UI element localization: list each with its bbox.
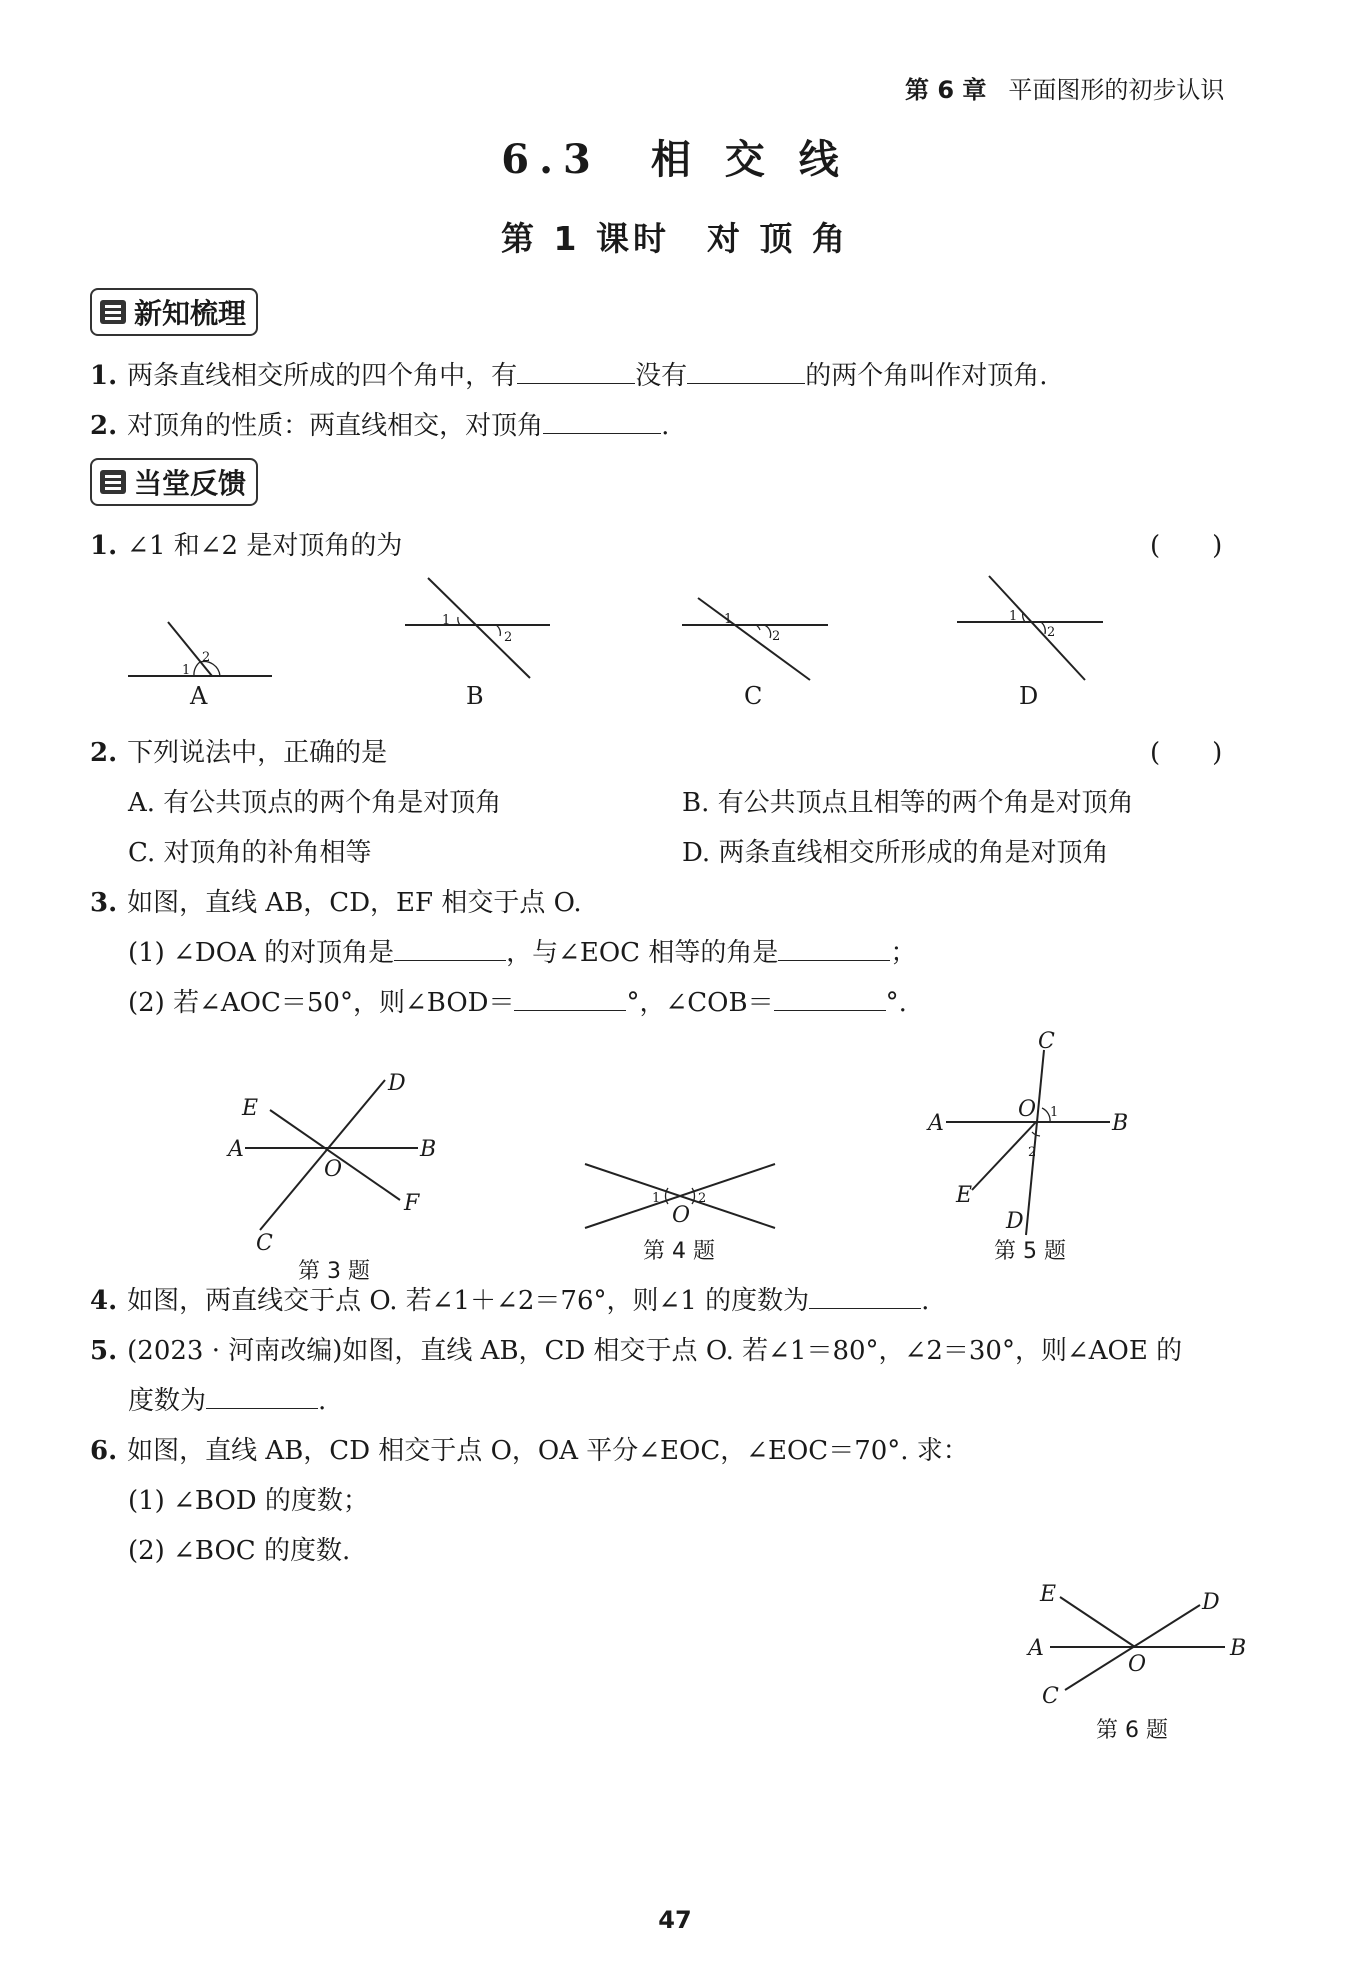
point-label: O — [1018, 1097, 1037, 1122]
point-label: E — [956, 1183, 973, 1208]
question-5 — [90, 1330, 1182, 1367]
option-c[interactable]: C. 对顶角的补角相等 — [128, 838, 372, 868]
item-number: 2. — [90, 411, 118, 441]
point-label: O — [672, 1203, 691, 1228]
option-label: A — [190, 682, 208, 710]
book-icon — [100, 300, 126, 324]
section-label-feedback — [90, 458, 258, 506]
point-label: A — [928, 1111, 944, 1136]
answer-blank[interactable] — [543, 411, 661, 434]
option-label: D — [1019, 682, 1039, 710]
lesson-subtitle: 第 1 课时 对 顶 角 — [501, 219, 849, 258]
figure-q6 — [1020, 1575, 1260, 1755]
point-label: D — [1006, 1209, 1024, 1234]
point-label: C — [1038, 1029, 1055, 1054]
question-text: 如图，直线 AB，CD，EF 相交于点 O. — [127, 888, 582, 918]
point-label: C — [1042, 1684, 1059, 1709]
question-2 — [90, 732, 387, 769]
angle-label: 1 — [182, 663, 191, 678]
page-number: 47 — [658, 1906, 692, 1934]
angle-label: 2 — [1028, 1145, 1037, 1160]
pencil-icon — [100, 470, 126, 494]
option-label: B — [466, 682, 484, 710]
q1-figure-d — [955, 570, 1125, 720]
item-text: 对顶角的性质：两直线相交，对顶角 — [127, 411, 544, 441]
question-number: 6. — [90, 1436, 118, 1466]
item-text: 两条直线相交所成的四个角中，有 — [127, 361, 518, 391]
part-text: °. — [885, 988, 907, 1018]
knowledge-item-1 — [90, 355, 1047, 392]
answer-blank[interactable] — [517, 361, 635, 384]
point-label: B — [1112, 1111, 1129, 1136]
point-label: F — [404, 1191, 420, 1216]
answer-blank[interactable] — [778, 938, 890, 961]
section-label-text: 当堂反馈 — [134, 467, 247, 500]
angle-label: 1 — [442, 613, 451, 628]
angle-label: 1 — [1050, 1105, 1059, 1120]
answer-paren[interactable]: ( ) — [1150, 531, 1223, 561]
answer-blank[interactable] — [809, 1286, 921, 1309]
part-text: ； — [890, 938, 917, 968]
q1-figure-c — [680, 570, 850, 720]
item-number: 1. — [90, 361, 118, 391]
question-3-part-2 — [128, 982, 907, 1019]
question-number: 4. — [90, 1286, 118, 1316]
knowledge-item-2 — [90, 405, 669, 442]
q1-figure-b — [400, 570, 570, 720]
question-text: ∠1 和∠2 是对顶角的为 — [127, 531, 403, 561]
point-label: C — [256, 1231, 273, 1256]
answer-blank[interactable] — [514, 988, 626, 1011]
point-label: D — [388, 1071, 406, 1096]
answer-paren[interactable]: ( ) — [1150, 738, 1223, 768]
angle-label: 1 — [724, 612, 733, 627]
part-text: ，与∠EOC 相等的角是 — [506, 938, 779, 968]
chapter-title: 平面图形的初步认识 — [1008, 76, 1225, 104]
figure-caption: 第 5 题 — [994, 1239, 1066, 1264]
figure-q4 — [580, 1150, 790, 1270]
point-label: A — [228, 1137, 244, 1162]
point-label: B — [420, 1137, 437, 1162]
answer-blank[interactable] — [394, 938, 506, 961]
angle-label: 2 — [698, 1191, 707, 1206]
angle-label: 1 — [652, 1191, 661, 1206]
point-label: O — [1128, 1652, 1147, 1677]
part-text: (2) 若∠AOC＝50°，则∠BOD＝ — [128, 988, 515, 1018]
question-1 — [90, 525, 402, 562]
point-label: O — [324, 1157, 343, 1182]
question-4 — [90, 1280, 929, 1317]
part-text: °，∠COB＝ — [626, 988, 774, 1018]
question-number: 1. — [90, 531, 118, 561]
section-label-text: 新知梳理 — [134, 297, 247, 330]
question-text: 如图，两直线交于点 O. 若∠1＋∠2＝76°，则∠1 的度数为 — [127, 1286, 810, 1316]
item-text: 的两个角叫作对顶角. — [805, 361, 1048, 391]
point-label: A — [1028, 1636, 1044, 1661]
question-text: . — [921, 1286, 930, 1316]
option-label: C — [744, 682, 763, 710]
point-label: E — [242, 1096, 259, 1121]
question-6-part-2: (2) ∠BOC 的度数. — [128, 1536, 351, 1566]
question-6 — [90, 1430, 969, 1467]
section-title: 6.3 相 交 线 — [501, 136, 849, 183]
angle-label: 2 — [1047, 625, 1056, 640]
angle-label: 1 — [1009, 609, 1018, 624]
answer-blank[interactable] — [206, 1386, 318, 1409]
figure-caption: 第 6 题 — [1096, 1718, 1168, 1743]
question-text: 度数为 — [128, 1386, 207, 1416]
question-3 — [90, 882, 582, 919]
angle-label: 2 — [504, 630, 513, 645]
item-text: . — [661, 411, 670, 441]
figure-q3 — [220, 1060, 460, 1284]
question-number: 5. — [90, 1336, 118, 1366]
angle-label: 2 — [202, 650, 211, 665]
chapter-number: 第 6 章 — [905, 76, 987, 104]
figure-caption: 第 4 题 — [643, 1239, 715, 1264]
item-text: 没有 — [635, 361, 688, 391]
point-label: E — [1040, 1582, 1057, 1607]
question-number: 3. — [90, 888, 118, 918]
question-5-continued — [128, 1380, 326, 1417]
answer-blank[interactable] — [687, 361, 805, 384]
option-d[interactable]: D. 两条直线相交所形成的角是对顶角 — [682, 838, 1109, 868]
question-3-part-1 — [128, 932, 916, 969]
question-text: . — [318, 1386, 327, 1416]
angle-label: 2 — [772, 629, 781, 644]
q1-figure-a — [120, 570, 290, 720]
option-a[interactable]: A. 有公共顶点的两个角是对顶角 — [128, 788, 502, 818]
chapter-header — [905, 70, 1224, 105]
question-text: (2023 · 河南改编)如图，直线 AB，CD 相交于点 O. 若∠1＝80°，∠2＝30°，则∠AOE 的 — [127, 1336, 1183, 1366]
question-text: 下列说法中，正确的是 — [127, 738, 388, 768]
point-label: D — [1202, 1590, 1220, 1615]
question-6-part-1: (1) ∠BOD 的度数； — [128, 1486, 369, 1516]
part-text: (1) ∠DOA 的对顶角是 — [128, 938, 395, 968]
question-text: 如图，直线 AB，CD 相交于点 O，OA 平分∠EOC，∠EOC＝70°. 求： — [127, 1436, 969, 1466]
question-number: 2. — [90, 738, 118, 768]
answer-blank[interactable] — [774, 988, 886, 1011]
figure-caption: 第 3 题 — [298, 1259, 370, 1284]
point-label: B — [1230, 1636, 1247, 1661]
figure-q5 — [920, 1030, 1140, 1270]
option-b[interactable]: B. 有公共顶点且相等的两个角是对顶角 — [682, 788, 1134, 818]
section-label-new-knowledge — [90, 288, 258, 336]
